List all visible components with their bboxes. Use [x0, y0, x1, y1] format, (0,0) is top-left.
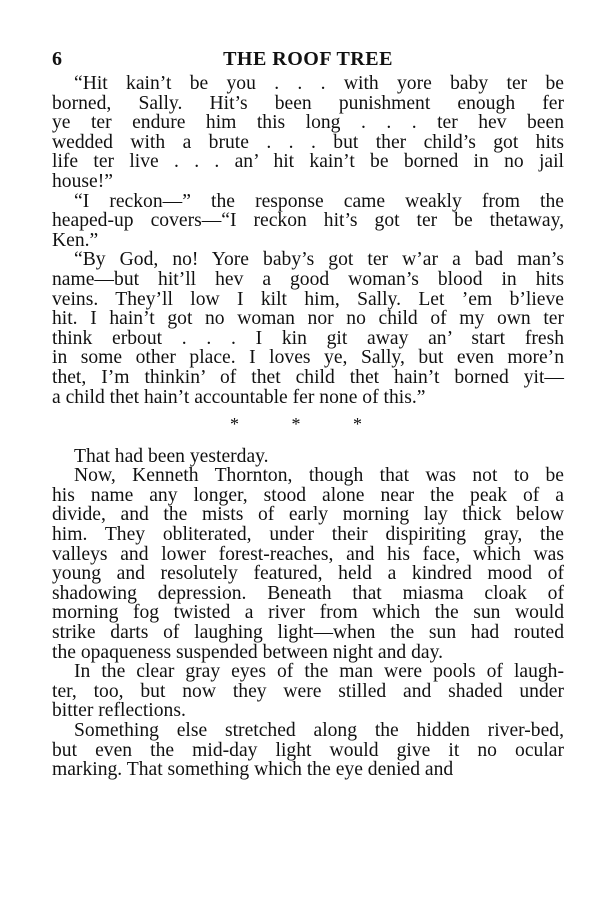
- paragraph: [52, 466, 564, 662]
- text-line: That had been yesterday.: [74, 445, 269, 467]
- text-line: bitter reflections.: [52, 700, 186, 722]
- text-line: veins. They’ll low I kilt him, Sally. Let ’em b’lieve: [52, 288, 564, 310]
- text-line: Ken.”: [52, 229, 99, 251]
- text-line: a child thet hain’t accountable fer none of this.”: [52, 386, 426, 408]
- text-line: In the clear gray eyes of the man were pools of laugh-: [74, 661, 564, 683]
- text-line: valleys and lower forest-reaches, and his face, which was: [52, 543, 564, 565]
- paragraph: [52, 74, 564, 192]
- text-line: heaped-up covers—“I reckon hit’s got ter be thetaway,: [52, 210, 564, 232]
- paragraph: [52, 721, 564, 780]
- text-line: in some other place. I loves ye, Sally, but even more’n: [52, 347, 564, 369]
- text-line: Now, Kenneth Thornton, though that was not to be: [74, 465, 564, 487]
- text-line: “I reckon—” the response came weakly from the: [74, 190, 564, 212]
- paragraph: [52, 447, 564, 467]
- text-line: ye ter endure him this long . . . ter hev been: [52, 112, 564, 134]
- text-line: him. They obliterated, under their dispiriting gray, the: [52, 524, 564, 546]
- paragraph: [52, 662, 564, 721]
- paragraph: [52, 192, 564, 251]
- text-line: ter, too, but now they were stilled and shaded under: [52, 680, 564, 702]
- page-number: 6: [52, 48, 62, 70]
- text-before-break: [52, 74, 564, 407]
- text-line: morning fog twisted a river from which the sun would: [52, 602, 564, 624]
- text-line: young and resolutely featured, held a kindred mood of: [52, 563, 564, 585]
- text-line: name—but hit’ll hev a good woman’s blood in hits: [52, 268, 564, 290]
- text-line: “Hit kain’t be you . . . with yore baby ter be: [74, 73, 564, 94]
- text-line: house!”: [52, 170, 113, 192]
- text-after-break: [52, 447, 564, 780]
- book-page: [52, 44, 564, 780]
- text-line: thet, I’m thinkin’ of thet child thet hain’t borned yit—: [52, 366, 564, 388]
- text-line: marking. That something which the eye denied and: [52, 759, 454, 781]
- section-break: * * *: [230, 414, 386, 435]
- text-line: the opaqueness suspended between night and day.: [52, 641, 444, 663]
- text-line: think erbout . . . I kin git away an’ start fresh: [52, 327, 564, 349]
- running-title: THE ROOF TREE: [223, 48, 393, 70]
- text-line: strike darts of laughing light—when the sun had routed: [52, 622, 564, 644]
- text-line: wedded with a brute . . . but ther child’s got hits: [52, 131, 564, 153]
- text-line: shadowing depression. Beneath that miasma cloak of: [52, 582, 564, 604]
- text-line: Something else stretched along the hidden river-bed,: [74, 720, 564, 741]
- page-header: [52, 44, 564, 74]
- text-line: life ter live . . . an’ hit kain’t be borned in no jail: [52, 151, 564, 173]
- text-line: but even the mid-day light would give it no ocular: [52, 739, 564, 761]
- text-line: divide, and the mists of early morning lay thick below: [52, 504, 564, 526]
- text-line: hit. I hain’t got no woman nor no child of my own ter: [52, 308, 564, 330]
- text-line: “By God, no! Yore baby’s got ter w’ar a bad man’s: [74, 249, 564, 271]
- text-line: borned, Sally. Hit’s been punishment enough fer: [52, 92, 564, 114]
- text-line: his name any longer, stood alone near the peak of a: [52, 484, 564, 506]
- paragraph: [52, 250, 564, 407]
